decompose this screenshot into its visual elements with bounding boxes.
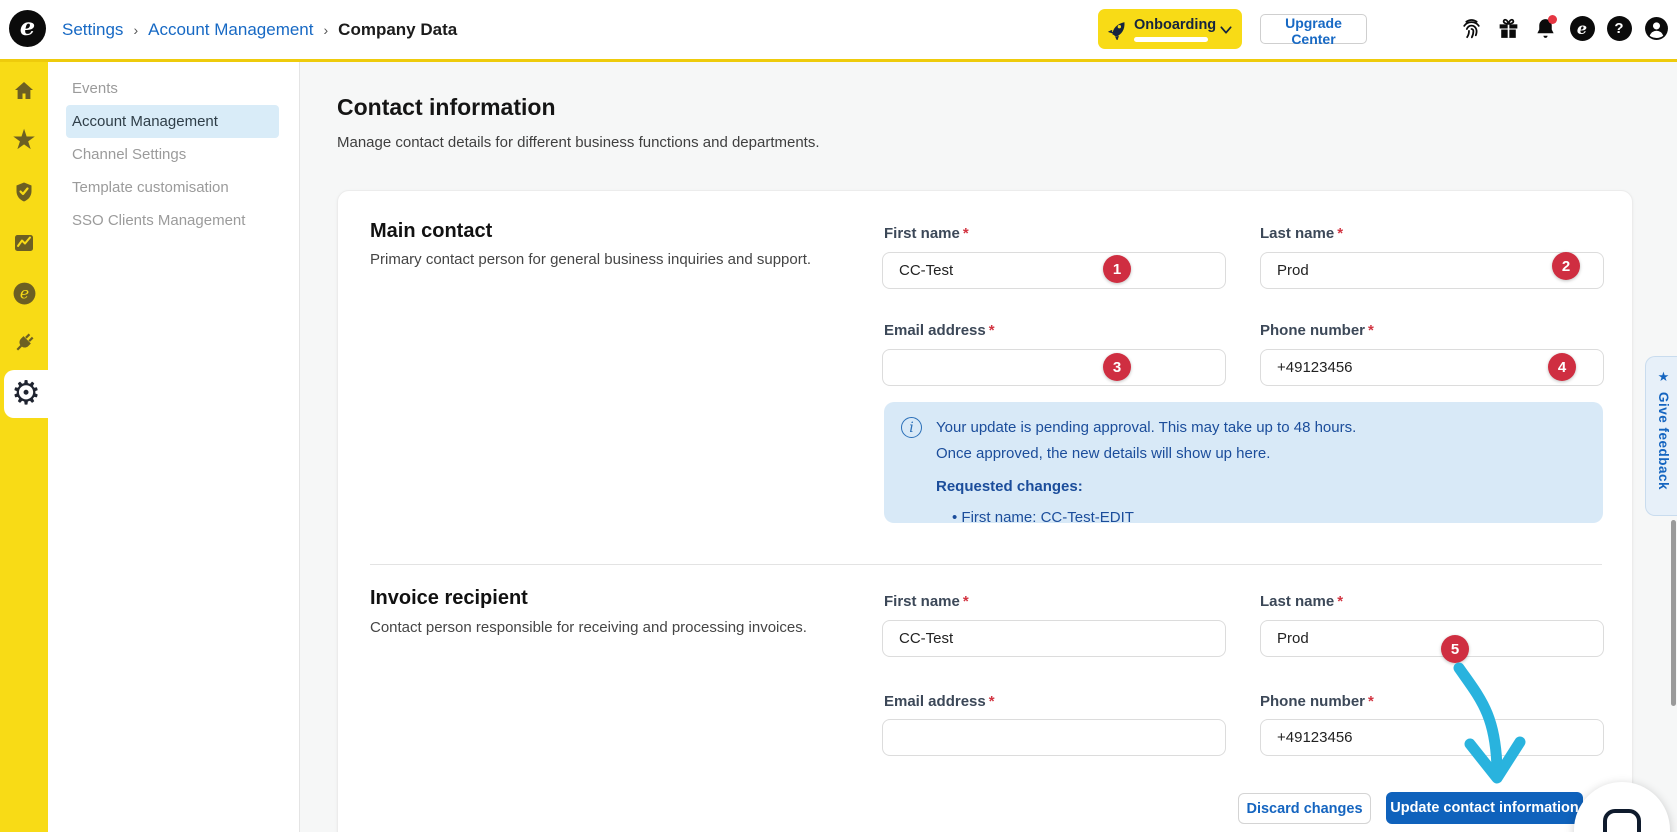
label-invoice-phone: Phone number *: [1260, 693, 1374, 710]
rocket-icon: [1107, 18, 1129, 40]
section-divider: [370, 564, 1602, 565]
required-asterisk: *: [1337, 225, 1344, 242]
label-invoice-first-name: First name *: [884, 593, 969, 610]
breadcrumb-current: Company Data: [338, 19, 458, 39]
svg-text:e: e: [19, 284, 29, 303]
emarsys-logo-letter: e: [19, 12, 36, 41]
required-asterisk: *: [962, 225, 969, 242]
emarsys-logo[interactable]: [9, 10, 46, 47]
required-asterisk: *: [1368, 693, 1374, 710]
input-main-first-name[interactable]: [882, 252, 1226, 289]
alert-line-2: Once approved, the new details will show up here.: [936, 445, 1271, 462]
required-asterisk: *: [1337, 593, 1344, 610]
breadcrumb: [62, 0, 457, 59]
settings-gear-icon: ⚙: [11, 374, 41, 411]
required-asterisk: *: [962, 593, 969, 610]
input-invoice-phone[interactable]: [1260, 719, 1604, 756]
label-main-phone: Phone number *: [1260, 322, 1374, 339]
section-heading-invoice-recipient: Invoice recipient: [370, 587, 528, 609]
shield-check-icon[interactable]: [0, 177, 48, 207]
emarsys-icon[interactable]: [0, 278, 48, 308]
account-icon[interactable]: [1643, 15, 1669, 41]
sidebar-item-channel-settings[interactable]: Channel Settings: [72, 146, 187, 163]
section-desc-main-contact: Primary contact person for general business inquiries and support.: [370, 251, 812, 268]
onboarding-button[interactable]: [1098, 9, 1242, 49]
annotation-badge-3: 3: [1103, 353, 1131, 381]
help-icon[interactable]: ?: [1606, 15, 1632, 41]
settings-gear-active-tile[interactable]: [4, 370, 48, 418]
info-icon: i: [901, 417, 922, 438]
required-asterisk: *: [988, 322, 995, 339]
notification-dot: [1548, 15, 1557, 24]
breadcrumb-separator: ›: [133, 21, 139, 38]
give-feedback-tab[interactable]: [1645, 356, 1677, 516]
section-heading-main-contact: Main contact: [370, 220, 493, 242]
upgrade-center-button[interactable]: Upgrade Center: [1260, 14, 1367, 44]
input-invoice-email[interactable]: [882, 719, 1226, 756]
sidebar-item-events[interactable]: Events: [72, 80, 118, 97]
input-invoice-first-name[interactable]: [882, 620, 1226, 657]
main-content: [300, 62, 1677, 832]
annotation-badge-4: 4: [1548, 353, 1576, 381]
icon-rail: [0, 62, 48, 832]
update-contact-information-button[interactable]: Update contact information: [1386, 792, 1583, 824]
page-title: Contact information: [337, 94, 556, 120]
fingerprint-icon[interactable]: [1458, 15, 1484, 41]
annotation-badge-1: 1: [1103, 255, 1131, 283]
top-header: [0, 0, 1677, 62]
input-main-email[interactable]: [882, 349, 1226, 386]
annotation-badge-5: 5: [1441, 635, 1469, 663]
emarsys-badge-icon[interactable]: e: [1569, 15, 1595, 41]
required-asterisk: *: [988, 693, 995, 710]
breadcrumb-settings[interactable]: Settings: [62, 19, 124, 39]
breadcrumb-separator: ›: [323, 21, 329, 38]
onboarding-progress-bar: [1134, 37, 1208, 42]
annotation-badge-2: 2: [1552, 252, 1580, 280]
feedback-label: Give feedback: [1656, 392, 1671, 491]
alert-line-1: Your update is pending approval. This may take up to 48 hours.: [936, 419, 1357, 436]
settings-sidebar: [48, 62, 300, 832]
sidebar-item-account-management[interactable]: Account Management: [66, 105, 279, 138]
star-icon[interactable]: ★: [11, 124, 37, 155]
pending-approval-alert: [884, 402, 1603, 526]
analytics-icon[interactable]: [0, 228, 48, 258]
feedback-star-icon: ★: [1657, 369, 1670, 384]
sidebar-item-template-customisation[interactable]: Template customisation: [72, 179, 229, 196]
required-asterisk: *: [1368, 322, 1374, 339]
onboarding-label: Onboarding: [1134, 17, 1217, 33]
scrollbar-thumb[interactable]: [1671, 520, 1676, 706]
page-subtitle: Manage contact details for different business functions and departments.: [337, 134, 820, 151]
input-invoice-last-name[interactable]: [1260, 620, 1604, 657]
label-invoice-last-name: Last name *: [1260, 593, 1344, 610]
label-main-last-name: Last name *: [1260, 225, 1344, 242]
alert-requested-item: • First name: CC-Test-EDIT: [952, 509, 1134, 526]
sidebar-item-sso-clients-management[interactable]: SSO Clients Management: [72, 212, 246, 229]
breadcrumb-account-management[interactable]: Account Management: [148, 19, 314, 39]
chevron-down-icon: [1218, 22, 1234, 38]
label-main-first-name: First name *: [884, 225, 969, 242]
label-invoice-email: Email address *: [884, 693, 995, 710]
label-main-email: Email address *: [884, 322, 995, 339]
discard-changes-button[interactable]: Discard changes: [1238, 793, 1371, 824]
notifications-bell-icon[interactable]: [1532, 15, 1558, 41]
gift-icon[interactable]: [1495, 15, 1521, 41]
header-icon-row: [1458, 15, 1669, 41]
plug-icon[interactable]: [0, 328, 48, 358]
home-icon[interactable]: [0, 76, 48, 106]
contact-information-card: [337, 190, 1633, 832]
alert-requested-heading: Requested changes:: [936, 478, 1083, 495]
chat-icon: [1603, 809, 1641, 832]
section-desc-invoice-recipient: Contact person responsible for receiving and processing invoices.: [370, 619, 807, 636]
